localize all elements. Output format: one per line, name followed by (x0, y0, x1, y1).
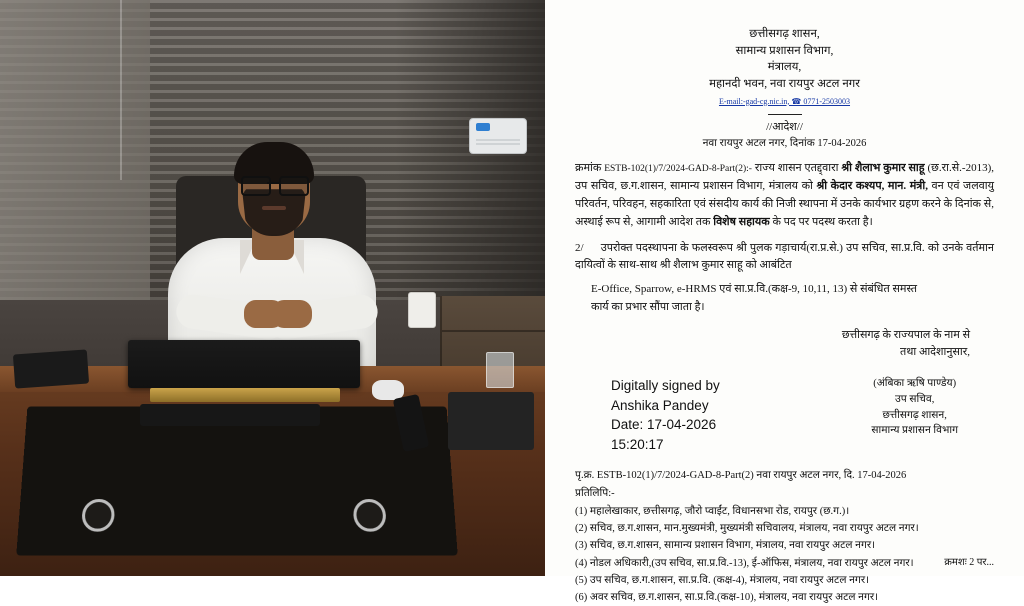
header-line-1: छत्तीसगढ़ शासन, (749, 28, 820, 40)
para1-text-d: के पद पर पदस्थ करता है। (772, 215, 873, 228)
signer-designation-1: उप सचिव, (895, 393, 935, 405)
grommet-icon (81, 499, 115, 532)
grommet-icon (353, 499, 387, 532)
list-item: (4) नोडल अधिकारी,(उप सचिव, सा.प्र.वि.-13), ई-ऑफिस, मंत्रालय, नवा रायपुर अटल नगर। (575, 557, 914, 569)
water-glass (486, 352, 514, 388)
kramank-label: क्रमांक (575, 162, 602, 175)
paragraph-2-number: 2/ (575, 241, 584, 254)
keyboard (140, 404, 320, 426)
list-item: (1) महालेखाकार, छत्तीसगढ़, जौरो प्वाईंट, विधानसभा रोड, रायपुर (छ.ग.)। (575, 505, 850, 517)
signer-designation-3: सामान्य प्रशासन विभाग (871, 425, 958, 437)
para1-text-a: राज्य शासन एतद्द्वारा (754, 162, 842, 175)
paragraph-2-text: उपरोक्त पदस्थापना के फलस्वरूप श्री पुलक गड़ाचार्य(रा.प्र.से.) उप सचिव, सा.प्र.वि. को उनके वर्तमान दायित्वों के साथ-साथ श्री शैलाभ कुमार साहू को आबंटित (575, 241, 994, 272)
place-and-date: नवा रायपुर अटल नगर, दिनांक 17-04-2026 (702, 138, 867, 150)
blind-panel-left (0, 0, 150, 300)
dsig-signer-name: Anshika Pandey (611, 397, 709, 413)
lens-left (241, 176, 271, 196)
by-order-line-1: छत्तीसगढ़ के राज्यपाल के नाम से (841, 328, 970, 341)
list-item: (3) सचिव, छ.ग.शासन, सामान्य प्रशासन विभाग, मंत्रालय, नवा रायपुर अटल नगर। (575, 540, 876, 552)
page-continuation-note: क्रमशः 2 पर... (944, 557, 994, 568)
paragraph-3: E-Office, Sparrow, e-HRMS एवं सा.प्र.वि.(कक्ष-9, 10,11, 13) से संबंधित समस्त (591, 283, 918, 296)
ac-badge (476, 123, 490, 131)
signer-block (871, 376, 994, 439)
dsig-date: Date: 17-04-2026 (611, 417, 717, 433)
para1-text-b: (छ.रा.से.-2013), उप सचिव, छ.ग.शासन, सामान्य प्रशासन विभाग, मंत्रालय को (575, 162, 994, 193)
digital-signature-block (575, 376, 720, 454)
power-socket (408, 292, 436, 328)
header-line-3: मंत्रालय, (767, 61, 802, 74)
signer-name: (अंबिका ऋषि पाण्डेय) (873, 378, 957, 390)
signer-designation-2: छत्तीसगढ़ शासन, (882, 409, 947, 421)
dsig-time: 15:20:17 (611, 436, 664, 452)
order-title: //आदेश// (766, 121, 803, 134)
by-order-line-2: तथा आदेशानुसार, (900, 346, 970, 359)
lens-right (279, 176, 309, 196)
government-order-document (545, 0, 1024, 604)
paragraph-1 (575, 160, 994, 231)
header-line-4: महानदी भवन, नवा रायपुर अटल नगर (709, 78, 860, 91)
paragraph-4: कार्य का प्रभार सौंपा जाता है। (591, 301, 705, 314)
mouth (262, 206, 286, 210)
document-tray (448, 392, 534, 450)
air-conditioner-icon (469, 118, 527, 154)
post-name: विशेष सहायक (713, 215, 770, 228)
monitor-stand (150, 388, 340, 402)
paper-stack (13, 349, 89, 388)
blind-cord (120, 0, 122, 180)
list-item: (5) उप सचिव, छ.ग.शासन, सा.प्र.वि. (कक्ष-4), मंत्रालय, नवा रायपुर अटल नगर। (575, 574, 870, 586)
para1-text-c: वन एवं जलवायु परिवर्तन, परिवहन, सहकारिता एवं संसदीय कार्य की निजी स्थापना में उनके कार्यभार ग्रहण करने के दिनांक से, अस्थाई रूप से, आगामी आदेश तक (575, 180, 995, 228)
header-line-2: सामान्य प्रशासन विभाग, (735, 44, 834, 57)
copy-to-list (575, 504, 994, 606)
copy-to-label: प्रतिलिपि:- (575, 487, 615, 499)
paragraph-2 (575, 240, 994, 276)
eyeglasses-icon (241, 176, 307, 192)
signature-row (575, 376, 994, 454)
officer-name: श्री शैलाभ कुमार साहू (841, 162, 925, 175)
minister-name: श्री केदार कश्यप, मान. मंत्री, (816, 180, 928, 193)
kramank-value: ESTB-102(1)/7/2024-GAD-8-Part(2):- (604, 164, 752, 175)
divider (768, 114, 802, 115)
desk-mat (16, 406, 458, 555)
list-item: (2) सचिव, छ.ग.शासन, मान.मुख्यमंत्री, मुख्यमंत्री सचिवालय, मंत्रालय, नवा रायपुर अटल नगर। (575, 523, 919, 535)
list-item: (6) अवर सचिव, छ.ग.शासन, सा.प्र.वि.(कक्ष-10), मंत्रालय, नवा रायपुर अटल नगर। (575, 592, 879, 604)
hand-right (272, 300, 312, 328)
by-order-block (575, 327, 994, 362)
glasses-bridge (267, 182, 279, 184)
dsig-line-1: Digitally signed by (611, 378, 720, 394)
reference-block (575, 468, 994, 606)
reference-line: पृ.क्र. ESTB-102(1)/7/2024-GAD-8-Part(2) नवा रायपुर अटल नगर, दि. 17-04-2026 (575, 470, 907, 482)
document-header (575, 26, 994, 109)
department-email-link[interactable]: E-mail:-gad-cg.nic.in, ☎ 0771-2503003 (718, 96, 851, 106)
monitor (128, 340, 360, 388)
